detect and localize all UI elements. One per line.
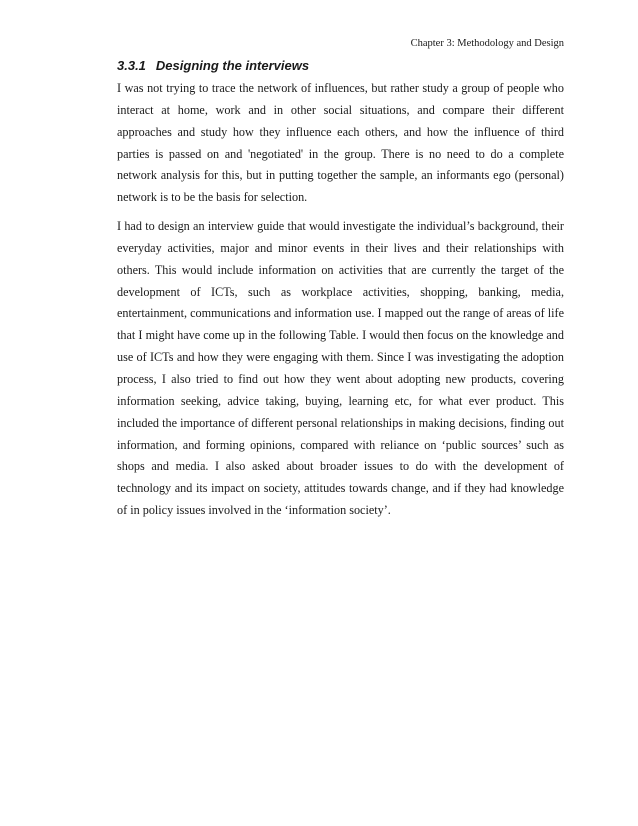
page-content	[117, 56, 564, 529]
running-header: Chapter 3: Methodology and Design	[410, 38, 564, 49]
section-title: Designing the interviews	[155, 58, 310, 73]
paragraph-2: I had to design an interview guide that would investigate the individual’s background, their everyday activities, major and minor events in their lives and their relationships with others. This would include information on activities that are currently the target of the development of ICTs, such as workplace activities, shopping, banking, media, entertainment, communications and information use. I mapped out the range of areas of life that I might have come up in the following Table. I would then focus on the knowledge and use of ICTs and how they were engaging with them. Since I was investigating the adoption process, I also tried to find out how they went about adopting new products, covering information seeking, advice taking, buying, learning etc, for what ever product. This included the importance of different personal relationships in making decisions, finding out information, and forming opinions, compared with reliance on ‘public sources’ such as shops and media. I also asked about broader issues to do with the development of technology and its impact on society, attitudes towards change, and if they had knowledge of in policy issues involved in the ‘information society’.	[117, 219, 564, 518]
section-heading	[117, 56, 564, 76]
section-number: 3.3.1	[117, 58, 146, 73]
paragraph-1: I was not trying to trace the network of influences, but rather study a group of people who interact at home, work and in other social situations, and compare their different approaches and study how they influence each others, and how the influence of third parties is passed on and 'negotiated' in the group. There is no need to do a complete network analysis for this, but in putting together the sample, an informants ego (personal) network is to be the basis for selection.	[117, 81, 564, 205]
